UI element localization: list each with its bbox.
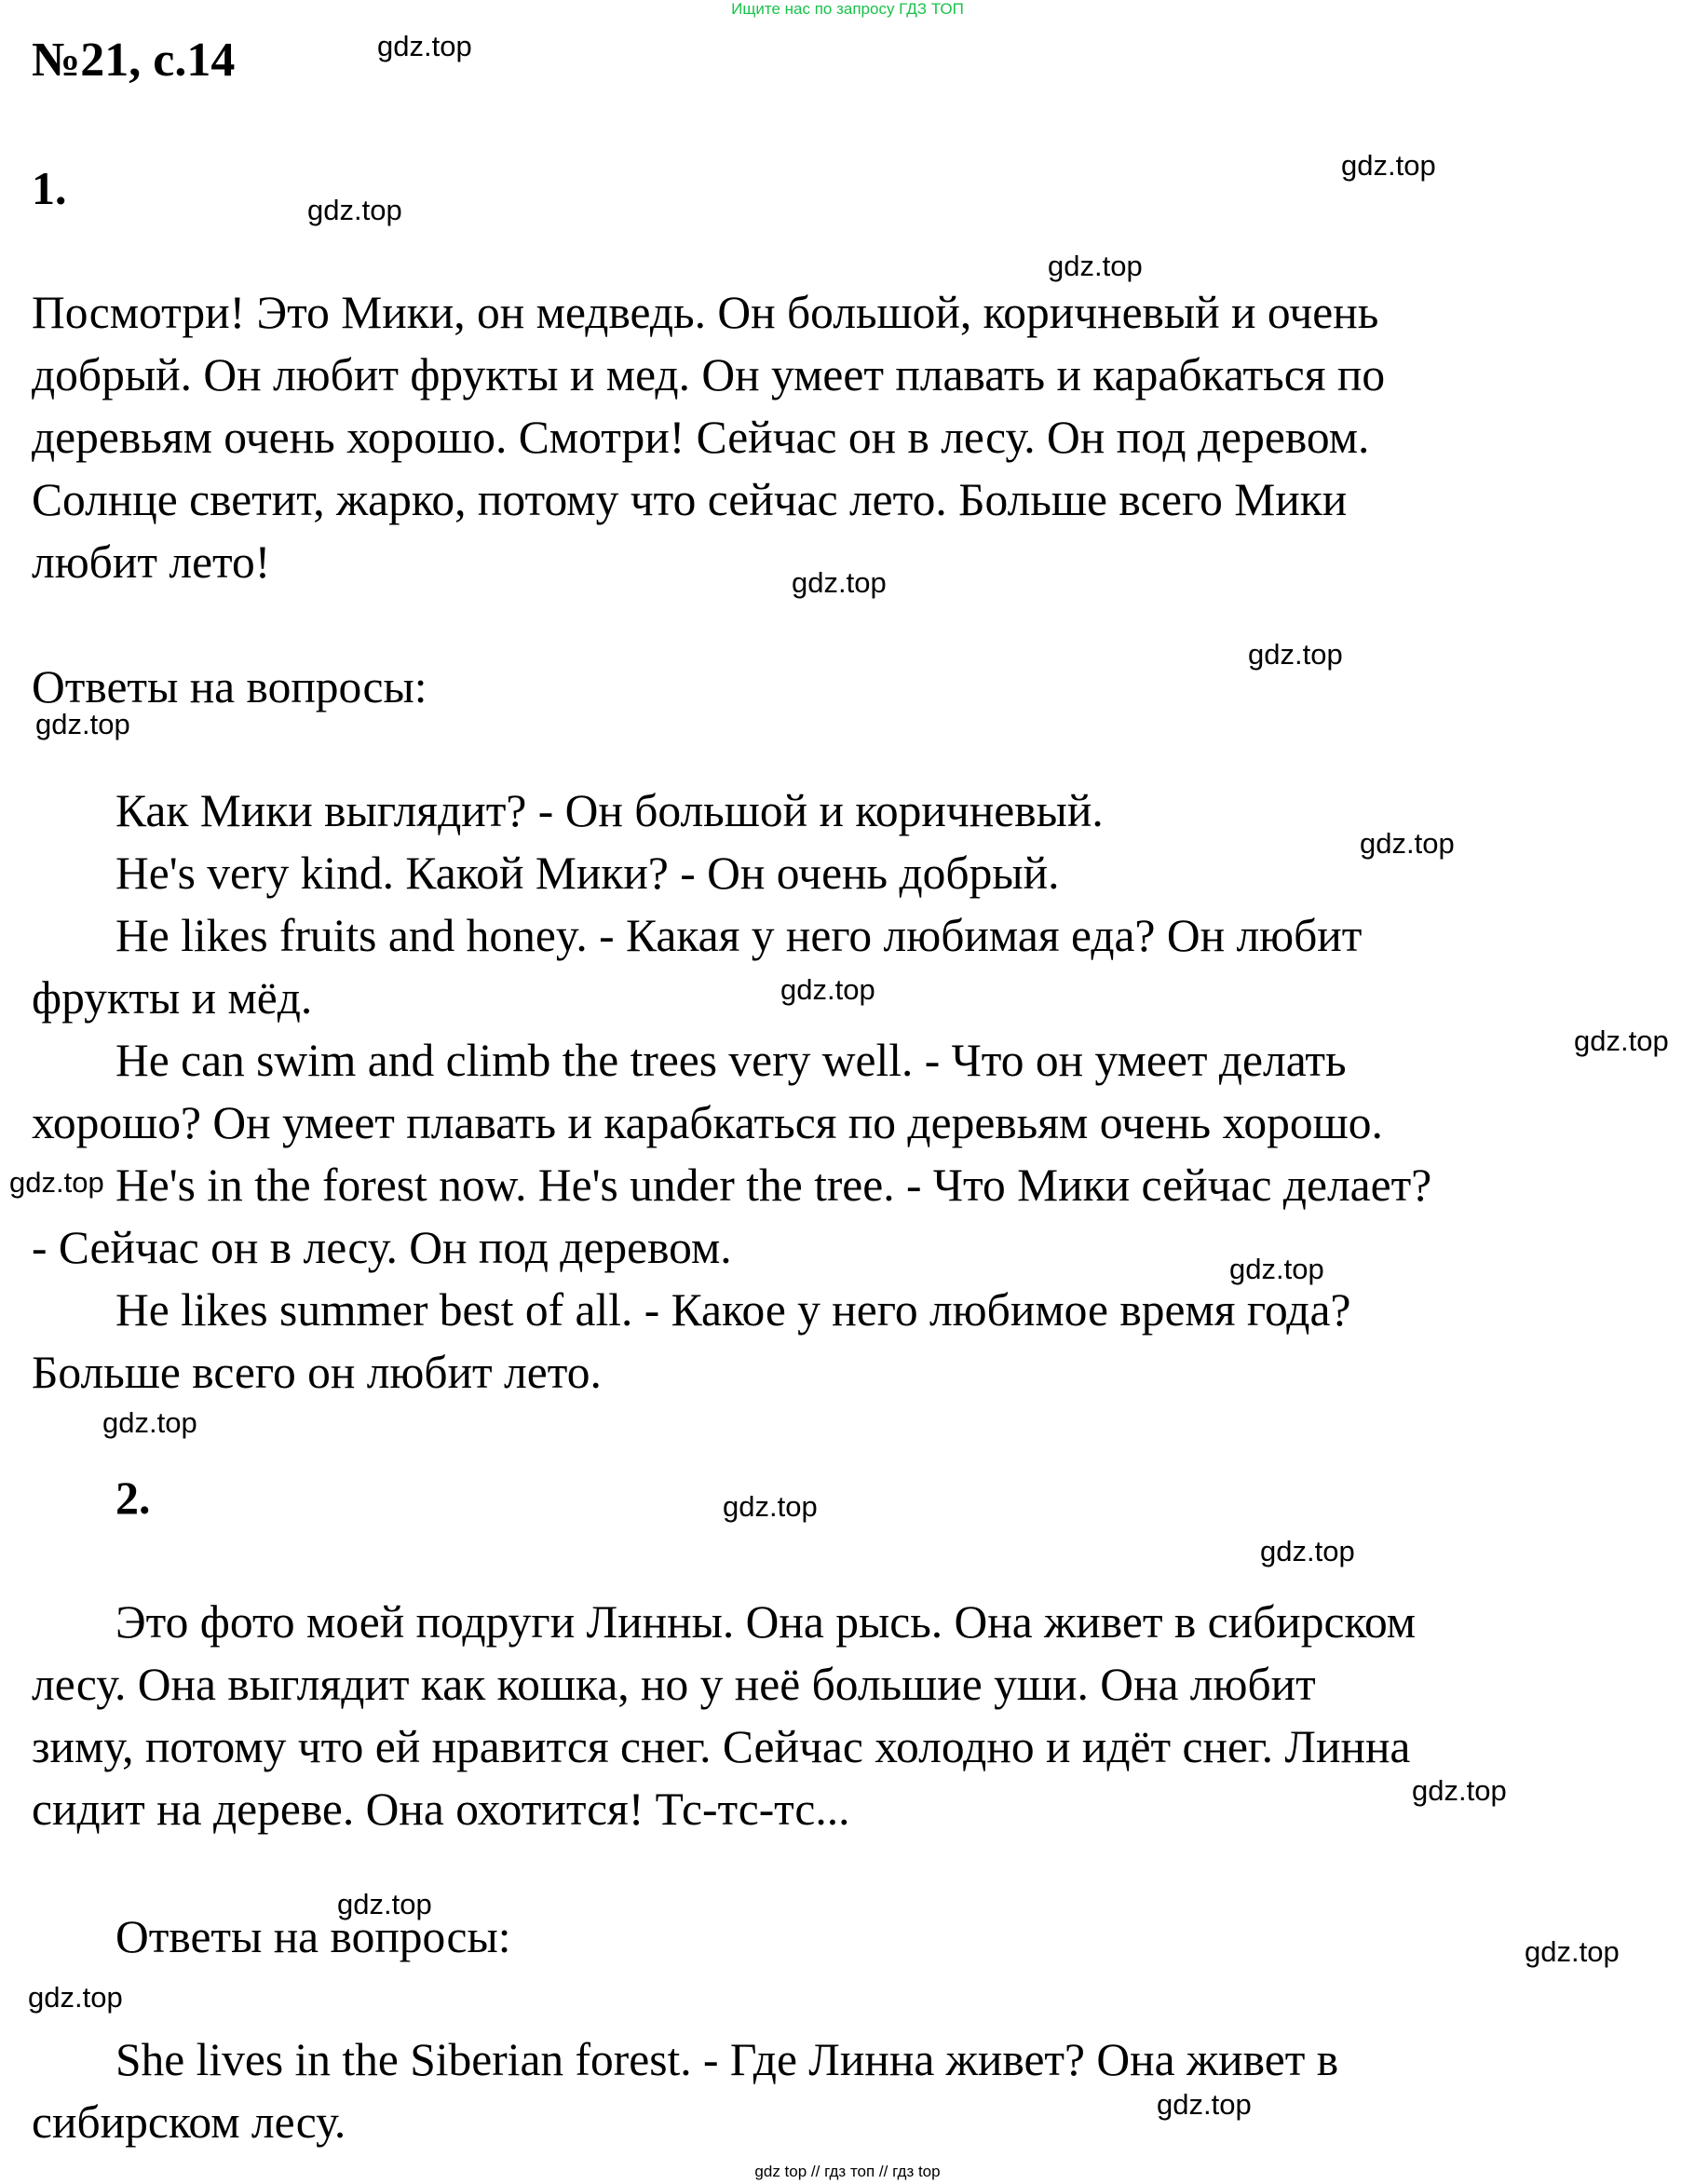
answer-line: фрукты и мёд.: [32, 972, 313, 1024]
watermark: gdz.top: [377, 30, 472, 62]
watermark: gdz.top: [28, 1981, 123, 2014]
answer-line: Как Мики выглядит? - Он большой и коричневый.: [115, 785, 1104, 836]
story-line: деревьям очень хорошо. Смотри! Сейчас он в лесу. Он под деревом.: [32, 412, 1370, 463]
story-line: Посмотри! Это Мики, он медведь. Он большой, коричневый и очень: [32, 287, 1379, 338]
watermark: gdz.top: [102, 1406, 197, 1439]
answer-line: хорошо? Он умеет плавать и карабкаться по деревьям очень хорошо.: [32, 1097, 1383, 1148]
watermark: gdz.top: [1229, 1253, 1324, 1285]
story-line: зиму, потому что ей нравится снег. Сейчас холодно и идёт снег. Линна: [32, 1721, 1411, 1772]
watermark: gdz.top: [337, 1888, 432, 1920]
watermark: gdz.top: [1412, 1774, 1507, 1807]
watermark: gdz.top: [9, 1166, 104, 1199]
story-line: любит лето!: [32, 536, 271, 588]
answer-line: He likes fruits and honey. - Какая у него любимая еда? Он любит: [115, 910, 1363, 961]
answer-line: He's very kind. Какой Мики? - Он очень добрый.: [115, 848, 1060, 899]
section-2-number: 2.: [115, 1472, 151, 1524]
story-line: лесу. Она выглядит как кошка, но у неё большие уши. Она любит: [32, 1659, 1316, 1710]
watermark: gdz.top: [1048, 250, 1143, 282]
page-title: №21, с.14: [32, 34, 236, 87]
section-1-story: [32, 281, 1689, 593]
watermark: gdz.top: [1260, 1535, 1355, 1567]
watermark: gdz.top: [1341, 149, 1436, 182]
watermark: gdz.top: [1248, 638, 1343, 671]
watermark: gdz.top: [792, 566, 887, 599]
answer-line: She lives in the Siberian forest. - Где Линна живет? Она живет в: [115, 2034, 1339, 2085]
watermark: gdz.top: [35, 708, 130, 740]
answer-line: сибирском лесу.: [32, 2096, 346, 2148]
story-line: сидит на дереве. Она охотится! Тс-тс-тс...: [32, 1784, 850, 1835]
answer-line: He likes summer best of all. - Какое у него любимое время года?: [115, 1284, 1351, 1336]
story-line: Солнце светит, жарко, потому что сейчас лето. Больше всего Мики: [32, 474, 1348, 525]
section-1-answers-heading: Ответы на вопросы:: [32, 661, 427, 712]
top-banner: Ищите нас по запросу ГДЗ ТОП: [731, 0, 964, 18]
watermark: gdz.top: [1157, 2088, 1252, 2121]
section-1-answers: [32, 780, 1689, 1404]
answer-line: He's in the forest now. He's under the tree. - Что Мики сейчас делает?: [115, 1160, 1432, 1211]
section-1-number: 1.: [32, 162, 67, 214]
section-2-answers-heading: Ответы на вопросы:: [115, 1911, 511, 1962]
answer-line: Больше всего он любит лето.: [32, 1347, 602, 1398]
watermark: gdz.top: [723, 1490, 818, 1523]
watermark: gdz.top: [307, 194, 402, 226]
bottom-banner: gdz top // гдз топ // гдз top: [754, 2163, 941, 2180]
watermark: gdz.top: [1525, 1935, 1620, 1968]
story-line: Это фото моей подруги Линны. Она рысь. Она живет в сибирском: [115, 1596, 1417, 1648]
section-2-answers: [32, 2028, 1689, 2153]
watermark: gdz.top: [1360, 827, 1455, 860]
answer-line: He can swim and climb the trees very well. - Что он умеет делать: [115, 1035, 1347, 1086]
story-line: добрый. Он любит фрукты и мед. Он умеет плавать и карабкаться по: [32, 349, 1386, 400]
watermark: gdz.top: [1574, 1024, 1669, 1057]
watermark: gdz.top: [780, 973, 875, 1006]
answer-line: - Сейчас он в лесу. Он под деревом.: [32, 1222, 732, 1273]
